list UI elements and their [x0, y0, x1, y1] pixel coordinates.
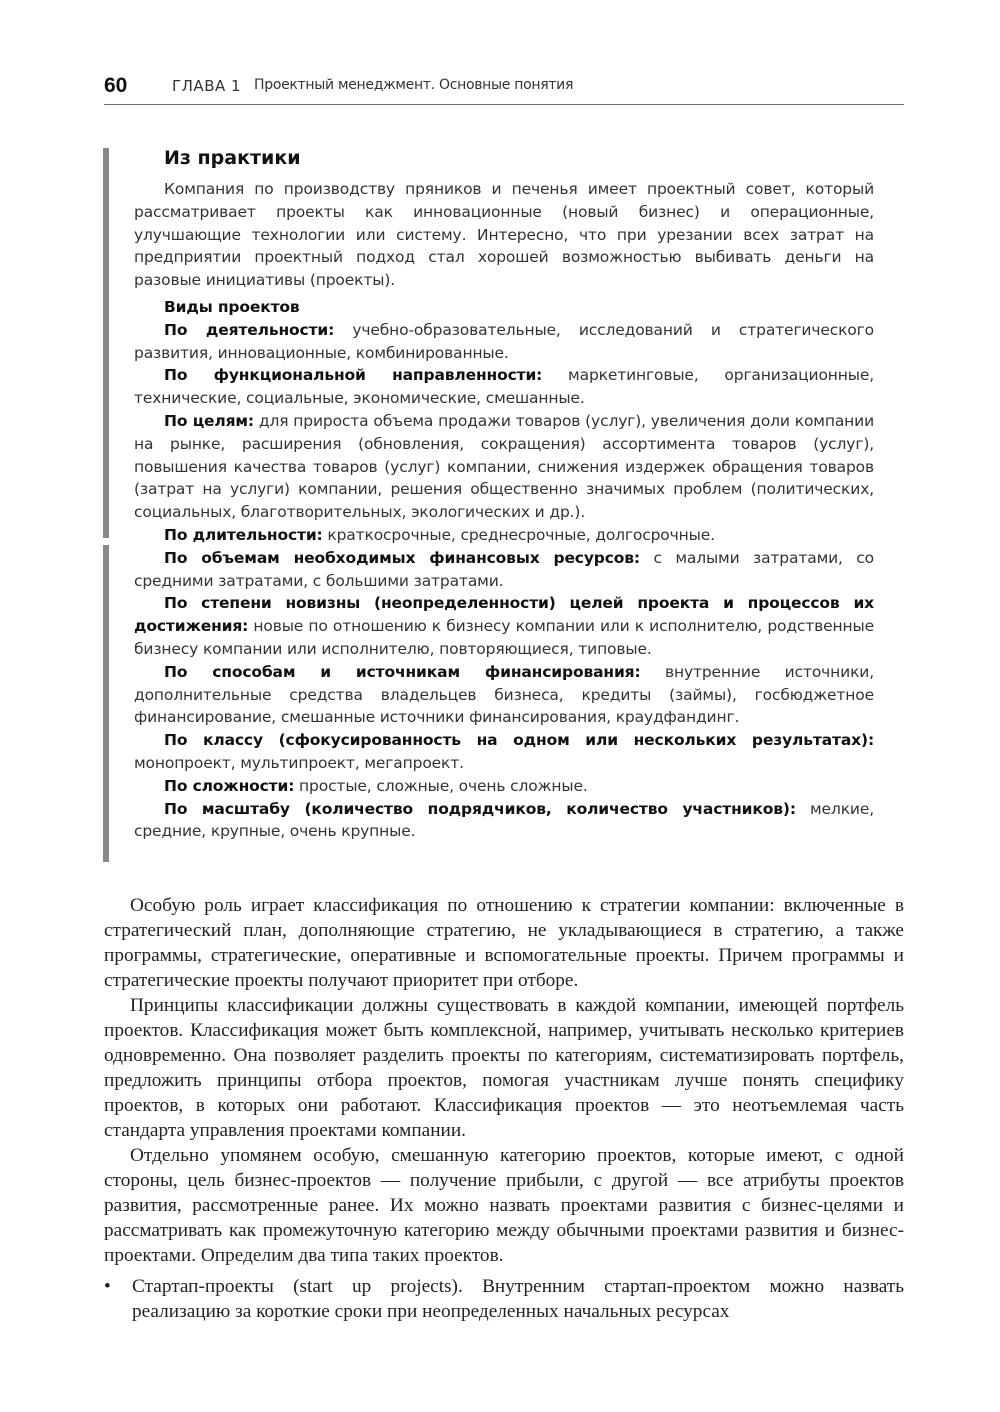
- practice-box-bar: [103, 148, 109, 538]
- project-type-text: маркетинговые, организационные, технические, социальные, экономические, смешанные.: [134, 366, 875, 408]
- body-paragraph: Принципы классификации должны существовать в каждой компании, имеющей портфель проектов. Классификация может быть комплексной, например, учитывать несколько критериев одновременно. Она позволяет разделить проекты по категориям, систематизировать портфель, предложить принципы отбора проектов, помогая участникам лучше понять специфику проектов, в которых они работают. Классификация проектов — это неотъемлемая часть стандарта управления проектами компании.: [104, 995, 904, 1141]
- body-paragraph: Отдельно упомянем особую, смешанную категорию проектов, которые имеют, с одной стороны, цель бизнес-проектов — получение прибыли, с другой — все атрибуты проектов развития, рассмотренные ранее. Их можно назвать проектами развития с бизнес-целями и рассматривать как промежуточную категорию между обычными проектами развития и бизнес-проектами. Определим два типа таких проектов.: [104, 1145, 904, 1266]
- project-type-item: [134, 524, 874, 547]
- project-type-item: [134, 775, 874, 798]
- project-type-term: По длительности:: [164, 525, 323, 544]
- project-type-term: По классу (сфокусированность на одном или нескольких результатах):: [164, 731, 874, 750]
- project-type-term: По деятельности:: [164, 320, 335, 339]
- project-type-item: [134, 364, 874, 410]
- chapter-title: Проектный менеджмент. Основные понятия: [254, 77, 574, 93]
- practice-box-bar: [103, 545, 109, 862]
- project-type-term: По степени новизны (неопределенности) целей проекта и процессов их достижения:: [134, 594, 874, 636]
- running-header: [104, 74, 904, 105]
- project-type-text: монопроект, мультипроект, мегапроект.: [134, 753, 464, 772]
- practice-box-intro: Компания по производству пряников и печенья имеет проектный совет, который рассматривает проекты как инновационные (новый бизнес) и операционные, улучшающие технологии или систему. Интересно, что при урезании всех затрат на предприятии проектный подход стал хорошей возможностью выбивать деньги на разовые инициативы (проекты).: [134, 180, 874, 290]
- project-type-item: [134, 547, 874, 593]
- bullet-text: Стартап-проекты (start up projects). Внутренним стартап-проектом можно назвать реализацию за короткие сроки при неопределенных начальных ресурсах: [132, 1276, 904, 1322]
- project-type-item: [134, 729, 874, 775]
- project-type-text: учебно-образовательные, исследований и стратегического развития, инновационные, комбинированные.: [134, 320, 874, 362]
- practice-box-title: Из практики: [164, 147, 301, 169]
- project-type-text: новые по отношению к бизнесу компании или к исполнителю, родственные бизнесу компании или исполнителю, повторяющиеся, типовые.: [134, 617, 874, 658]
- project-type-item: [134, 798, 874, 844]
- bullet-icon: •: [104, 1276, 111, 1297]
- page-number: 60: [104, 74, 128, 97]
- project-type-item: [134, 410, 874, 524]
- body-text: [104, 893, 904, 1324]
- project-type-term: По масштабу (количество подрядчиков, количество участников):: [164, 799, 796, 818]
- bullet-list-item: [104, 1274, 904, 1324]
- body-paragraph: Особую роль играет классификация по отношению к стратегии компании: включенные в стратегический план, дополняющие стратегию, не укладывающиеся в стратегию, а также программы, стратегические, оперативные и вспомогательные проекты. Причем программы и стратегические проекты получают приоритет при отборе.: [104, 895, 904, 991]
- project-type-term: По способам и источникам финансирования:: [164, 662, 641, 681]
- project-type-text: внутренние источники, дополнительные средства владельцев бизнеса, кредиты (займы), госбюджетное финансирование, смешанные источники финансирования, краудфандинг.: [134, 662, 874, 727]
- chapter-label: ГЛАВА 1: [172, 77, 242, 95]
- project-type-term: По функциональной направленности:: [164, 366, 543, 385]
- project-type-item: [134, 592, 874, 660]
- project-type-item: [134, 661, 874, 729]
- practice-box: [134, 144, 874, 843]
- project-type-text: для прироста объема продажи товаров (услуг), увеличения доли компании на рынке, расширения (обновления, сокращения) ассортимента товаров (услуг), повышения качества товаров (услуг) компании, снижения издержек обращения товаров (затрат на услуги) компании, решения общественно значимых проблем (политических, социальных, благотворительных, экологических и др.).: [134, 411, 874, 522]
- project-type-text: мелкие, средние, крупные, очень крупные.: [134, 799, 874, 841]
- project-type-item: [134, 319, 874, 365]
- project-type-term: По сложности:: [164, 776, 295, 795]
- project-type-text: простые, сложные, очень сложные.: [294, 776, 588, 795]
- project-type-text: краткосрочные, среднесрочные, долгосрочные.: [322, 525, 715, 544]
- project-type-term: По объемам необходимых финансовых ресурсов:: [164, 548, 640, 567]
- project-types-heading: Виды проектов: [164, 297, 300, 316]
- project-type-term: По целям:: [164, 411, 254, 430]
- project-type-text: с малыми затратами, со средними затратами, с большими затратами.: [134, 548, 874, 590]
